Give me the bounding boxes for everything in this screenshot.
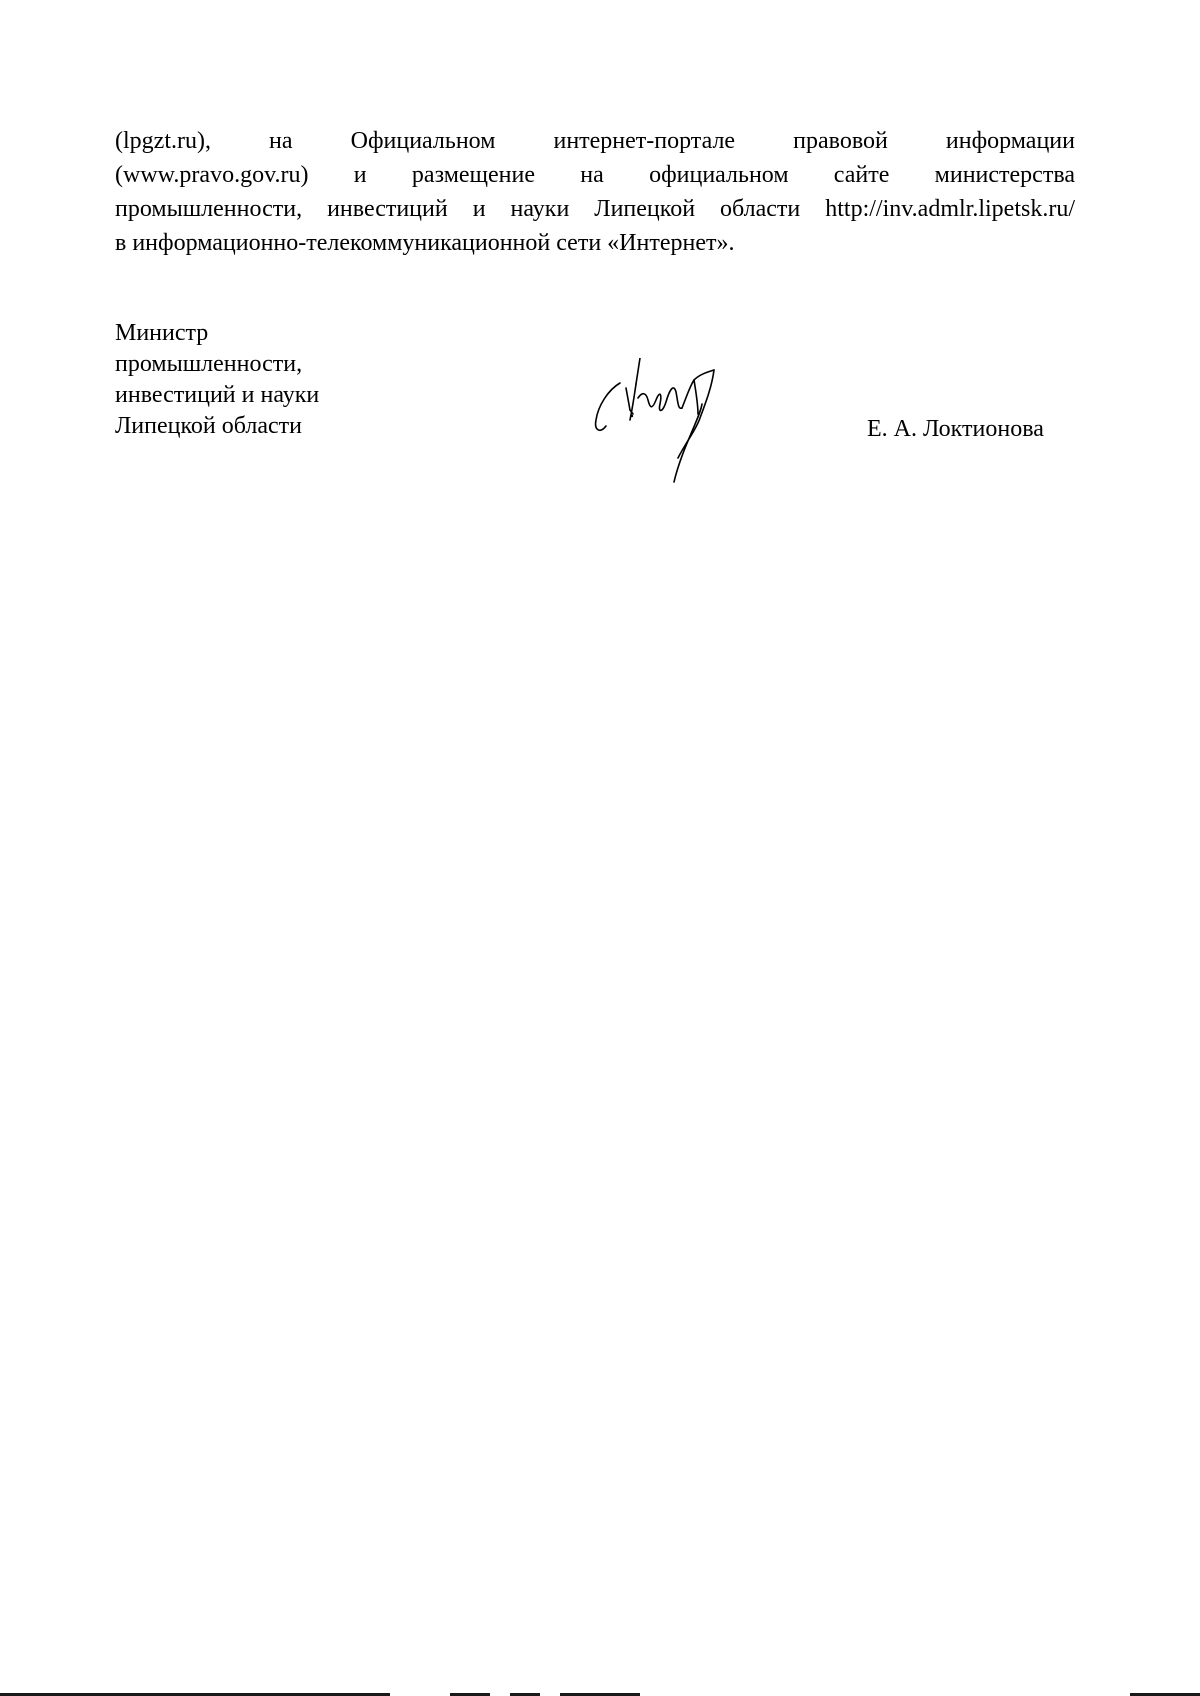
signer-name: Е. А. Локтионова: [867, 416, 1044, 442]
paragraph-line: промышленности, инвестиций и науки Липецкой области http://inv.admlr.lipetsk.ru/: [115, 196, 1075, 222]
signatory-title-line: промышленности,: [115, 351, 303, 377]
signatory-title: [115, 318, 435, 442]
signatory-title-line: Липецкой области: [115, 413, 302, 439]
paragraph-line: (lpgzt.ru), на Официальном интернет-портале правовой информации: [115, 128, 1075, 154]
paragraph-line: в информационно-телекоммуникационной сети «Интернет».: [115, 230, 735, 256]
publication-paragraph: [115, 124, 1075, 260]
signatory-title-line: Министр: [115, 320, 209, 346]
paragraph-line: (www.pravo.gov.ru) и размещение на официальном сайте министерства: [115, 162, 1075, 188]
handwritten-signature-icon: [590, 358, 770, 483]
signatory-title-line: инвестиций и науки: [115, 382, 320, 408]
scan-edge-divider: [0, 1690, 1200, 1696]
